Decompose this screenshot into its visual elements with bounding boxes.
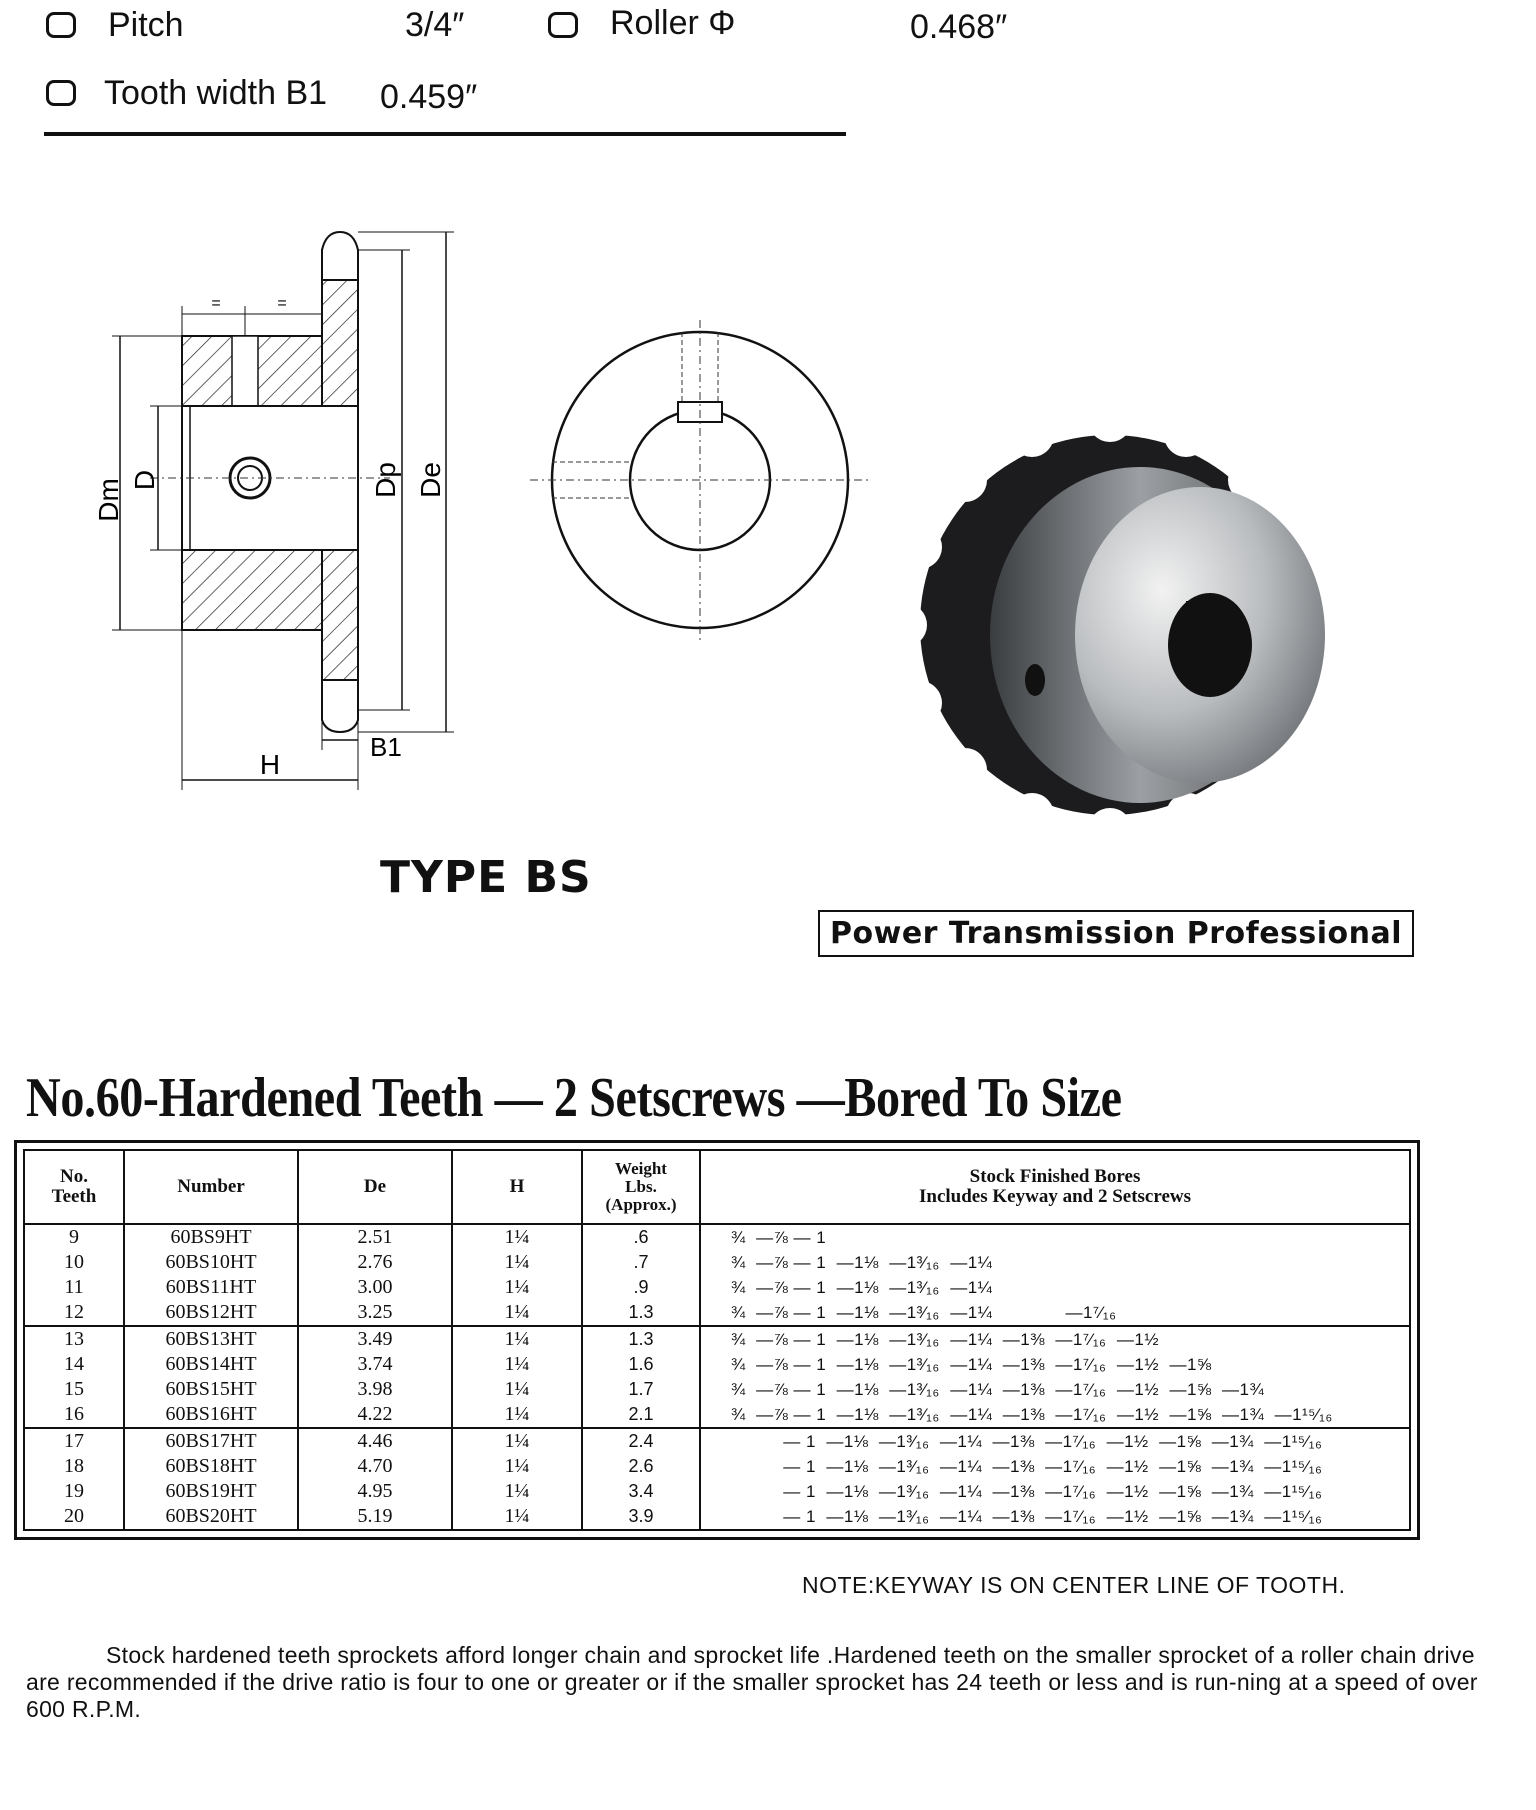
table-row	[24, 1300, 1410, 1326]
bores-cell: ¾ —⅞ — 1 —1⅛ —1³⁄₁₆ —1¼ —1⁷⁄₁₆	[700, 1300, 1410, 1326]
de-cell: 4.22	[298, 1402, 452, 1428]
header-number: Number	[124, 1150, 298, 1224]
table-row	[24, 1479, 1410, 1504]
de-cell: 3.98	[298, 1377, 452, 1402]
h-cell: 1¼	[452, 1504, 582, 1530]
tooth-width-label: Tooth width B1	[104, 74, 328, 112]
description-text: Stock hardened teeth sprockets afford longer chain and sprocket life .Hardened teeth on the smaller sprocket of a roller chain drive are recommended if the drive ratio is four to one or greater or if the smaller sprocket has 24 teeth or less and is run-ning at a speed of over 600 R.P.M.	[26, 1642, 1478, 1722]
spec-table-frame	[14, 1140, 1420, 1540]
eq-label-left: =	[211, 295, 221, 312]
weight-cell: .9	[582, 1275, 700, 1300]
table-title: No.60-Hardened Teeth — 2 Setscrews —Bored To Size	[26, 1067, 1122, 1129]
h-label: H	[259, 749, 281, 780]
number-cell: 60BS10HT	[124, 1250, 298, 1275]
bores-cell: — 1 —1⅛ —1³⁄₁₆ —1¼ —1⅜ —1⁷⁄₁₆ —1½ —1⅝ —1¾ —1¹⁵⁄₁₆	[700, 1479, 1410, 1504]
description-paragraph	[26, 1642, 1486, 1723]
h-cell: 1¼	[452, 1377, 582, 1402]
de-cell: 2.76	[298, 1250, 452, 1275]
teeth-cell: 20	[24, 1504, 124, 1530]
weight-cell: 3.4	[582, 1479, 700, 1504]
weight-cell: 1.7	[582, 1377, 700, 1402]
table-row	[24, 1224, 1410, 1250]
table-row	[24, 1275, 1410, 1300]
de-cell: 2.51	[298, 1224, 452, 1250]
tooth-width-checkbox	[46, 80, 76, 106]
de-cell: 5.19	[298, 1504, 452, 1530]
header-rule	[44, 132, 846, 136]
roller-label: Roller Φ	[610, 4, 736, 42]
de-cell: 3.25	[298, 1300, 452, 1326]
bores-cell: ¾ —⅞ — 1 —1⅛ —1³⁄₁₆ —1¼	[700, 1275, 1410, 1300]
h-cell: 1¼	[452, 1224, 582, 1250]
table-row	[24, 1326, 1410, 1352]
teeth-cell: 12	[24, 1300, 124, 1326]
spec-table	[23, 1149, 1411, 1531]
bores-cell: ¾ —⅞ — 1	[700, 1224, 1410, 1250]
sprocket-photo	[910, 370, 1350, 880]
number-cell: 60BS14HT	[124, 1352, 298, 1377]
teeth-cell: 14	[24, 1352, 124, 1377]
de-cell: 3.74	[298, 1352, 452, 1377]
roller-value: 0.468″	[910, 8, 1008, 46]
weight-cell: .6	[582, 1224, 700, 1250]
header-de: De	[298, 1150, 452, 1224]
h-cell: 1¼	[452, 1352, 582, 1377]
bores-cell: ¾ —⅞ — 1 —1⅛ —1³⁄₁₆ —1¼ —1⅜ —1⁷⁄₁₆ —1½	[700, 1326, 1410, 1352]
bores-cell: ¾ —⅞ — 1 —1⅛ —1³⁄₁₆ —1¼ —1⅜ —1⁷⁄₁₆ —1½ —1⅝ —1¾	[700, 1377, 1410, 1402]
table-row	[24, 1402, 1410, 1428]
pitch-checkbox	[46, 12, 76, 38]
bores-cell: ¾ —⅞ — 1 —1⅛ —1³⁄₁₆ —1¼ —1⅜ —1⁷⁄₁₆ —1½ —1⅝ —1¾ —1¹⁵⁄₁₆	[700, 1402, 1410, 1428]
de-label: De	[415, 462, 446, 498]
de-cell: 4.46	[298, 1428, 452, 1454]
header-teeth: No. Teeth	[24, 1150, 124, 1224]
pitch-label: Pitch	[108, 6, 184, 44]
number-cell: 60BS18HT	[124, 1454, 298, 1479]
teeth-cell: 19	[24, 1479, 124, 1504]
de-cell: 3.49	[298, 1326, 452, 1352]
h-cell: 1¼	[452, 1250, 582, 1275]
header-weight: Weight Lbs. (Approx.)	[582, 1150, 700, 1224]
number-cell: 60BS9HT	[124, 1224, 298, 1250]
number-cell: 60BS17HT	[124, 1428, 298, 1454]
pitch-value: 3/4″	[405, 6, 465, 44]
h-cell: 1¼	[452, 1275, 582, 1300]
teeth-cell: 15	[24, 1377, 124, 1402]
table-row	[24, 1377, 1410, 1402]
weight-cell: 2.1	[582, 1402, 700, 1428]
number-cell: 60BS13HT	[124, 1326, 298, 1352]
de-cell: 4.70	[298, 1454, 452, 1479]
h-cell: 1¼	[452, 1402, 582, 1428]
table-row	[24, 1352, 1410, 1377]
h-cell: 1¼	[452, 1479, 582, 1504]
keyway-note: NOTE:KEYWAY IS ON CENTER LINE OF TOOTH.	[802, 1572, 1346, 1598]
weight-cell: 1.3	[582, 1326, 700, 1352]
weight-cell: 1.6	[582, 1352, 700, 1377]
weight-cell: 2.4	[582, 1428, 700, 1454]
number-cell: 60BS15HT	[124, 1377, 298, 1402]
bores-cell: — 1 —1⅛ —1³⁄₁₆ —1¼ —1⅜ —1⁷⁄₁₆ —1½ —1⅝ —1¾ —1¹⁵⁄₁₆	[700, 1504, 1410, 1530]
weight-cell: 1.3	[582, 1300, 700, 1326]
front-view-drawing	[530, 320, 870, 640]
number-cell: 60BS20HT	[124, 1504, 298, 1530]
number-cell: 60BS11HT	[124, 1275, 298, 1300]
eq-label-right: =	[277, 295, 287, 312]
weight-cell: 2.6	[582, 1454, 700, 1479]
bores-cell: ¾ —⅞ — 1 —1⅛ —1³⁄₁₆ —1¼ —1⅜ —1⁷⁄₁₆ —1½ —1⅝	[700, 1352, 1410, 1377]
teeth-cell: 11	[24, 1275, 124, 1300]
d-label: D	[129, 469, 160, 491]
teeth-cell: 9	[24, 1224, 124, 1250]
teeth-cell: 17	[24, 1428, 124, 1454]
dp-label: Dp	[370, 462, 401, 498]
number-cell: 60BS19HT	[124, 1479, 298, 1504]
table-row	[24, 1250, 1410, 1275]
header-h: H	[452, 1150, 582, 1224]
brand-label: Power Transmission Professional	[818, 910, 1414, 957]
weight-cell: .7	[582, 1250, 700, 1275]
teeth-cell: 16	[24, 1402, 124, 1428]
table-row	[24, 1454, 1410, 1479]
table-row	[24, 1428, 1410, 1454]
de-cell: 3.00	[298, 1275, 452, 1300]
b1-label: B1	[370, 732, 402, 762]
teeth-cell: 18	[24, 1454, 124, 1479]
bores-cell: — 1 —1⅛ —1³⁄₁₆ —1¼ —1⅜ —1⁷⁄₁₆ —1½ —1⅝ —1¾ —1¹⁵⁄₁₆	[700, 1428, 1410, 1454]
bores-cell: ¾ —⅞ — 1 —1⅛ —1³⁄₁₆ —1¼	[700, 1250, 1410, 1275]
h-cell: 1¼	[452, 1454, 582, 1479]
teeth-cell: 10	[24, 1250, 124, 1275]
table-row	[24, 1504, 1410, 1530]
header-bores: Stock Finished Bores Includes Keyway and 2 Setscrews	[700, 1150, 1410, 1224]
weight-cell: 3.9	[582, 1504, 700, 1530]
bores-cell: — 1 —1⅛ —1³⁄₁₆ —1¼ —1⅜ —1⁷⁄₁₆ —1½ —1⅝ —1¾ —1¹⁵⁄₁₆	[700, 1454, 1410, 1479]
h-cell: 1¼	[452, 1428, 582, 1454]
tooth-width-value: 0.459″	[380, 78, 478, 116]
h-cell: 1¼	[452, 1326, 582, 1352]
cross-section-drawing	[90, 220, 480, 810]
dm-label: Dm	[93, 478, 124, 522]
teeth-cell: 13	[24, 1326, 124, 1352]
de-cell: 4.95	[298, 1479, 452, 1504]
roller-checkbox	[548, 12, 578, 38]
number-cell: 60BS16HT	[124, 1402, 298, 1428]
number-cell: 60BS12HT	[124, 1300, 298, 1326]
type-title: TYPE BS	[380, 852, 592, 903]
h-cell: 1¼	[452, 1300, 582, 1326]
